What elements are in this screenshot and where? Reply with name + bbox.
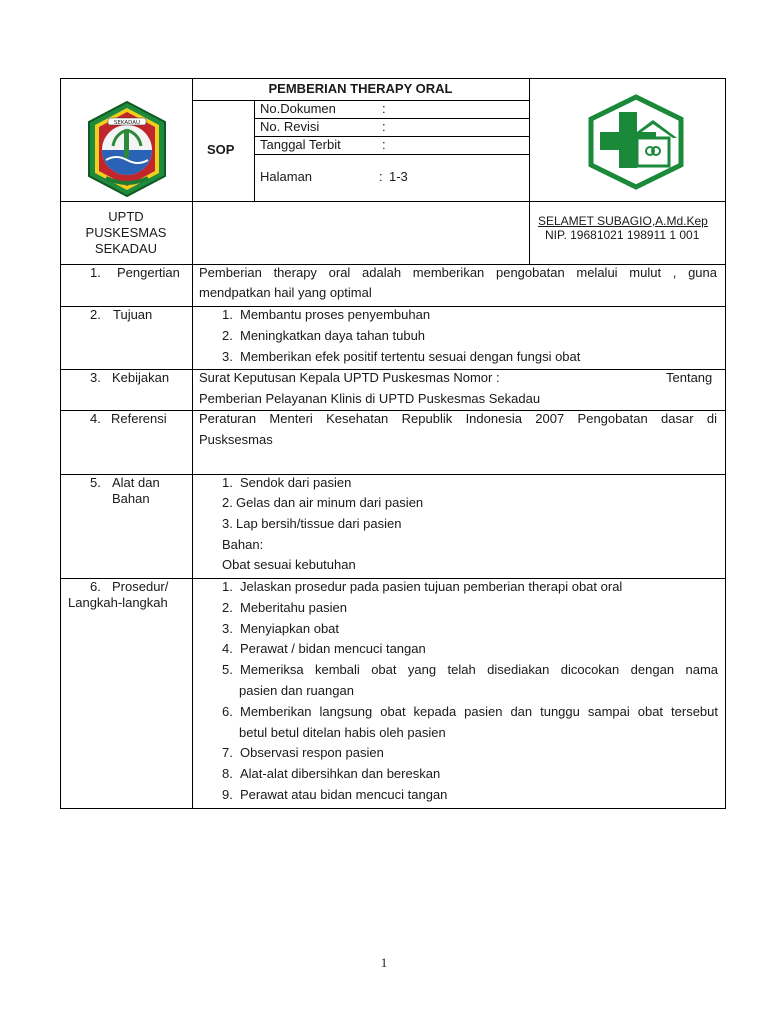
list-item: 5. Memeriksa kembali obat yang telah disediakan dicocokan dengan nama — [222, 662, 718, 677]
section-tujuan-label: Tujuan — [113, 307, 153, 322]
list-item: 3. Memberikan efek positif tertentu sesuai dengan fungsi obat — [222, 349, 581, 364]
list-item: 8. Alat-alat dibersihkan dan bereskan — [222, 766, 441, 781]
bahan-label: Bahan: — [222, 537, 264, 552]
list-item: 7. Observasi respon pasien — [222, 745, 384, 760]
list-item-continuation: pasien dan ruangan — [239, 683, 354, 698]
referensi-line-1: Peraturan Menteri Kesehatan Republik Indonesia 2007 Pengobatan dasar di — [199, 411, 717, 426]
bahan-text: Obat sesuai kebutuhan — [222, 557, 356, 572]
section-kebijakan-label: Kebijakan — [112, 370, 170, 385]
meta-tanggal-label: Tanggal Terbit — [260, 137, 341, 152]
list-item: 9. Perawat atau bidan mencuci tangan — [222, 787, 448, 802]
section-referensi-num: 4. — [90, 411, 101, 426]
pengertian-line-2: mendpatkan hail yang optimal — [199, 285, 372, 300]
section-pengertian-num: 1. — [90, 265, 101, 280]
section-prosedur-num: 6. — [90, 579, 101, 594]
meta-halaman-value: 1-3 — [389, 169, 408, 184]
meta-no-revisi-sep: : — [382, 119, 386, 134]
meta-tanggal-sep: : — [382, 137, 386, 152]
section-prosedur-label-1: Prosedur/ — [112, 579, 169, 594]
kebijakan-line-2: Pemberian Pelayanan Klinis di UPTD Puskesmas Sekadau — [199, 391, 541, 406]
section-alat-label-1: Alat dan — [112, 475, 160, 490]
list-item: 2. Meberitahu pasien — [222, 600, 347, 615]
signer-nip: NIP. 19681021 198911 1 001 — [545, 228, 700, 242]
page-number: 1 — [380, 955, 388, 970]
list-item: 3. Lap bersih/tissue dari pasien — [222, 516, 402, 531]
meta-no-revisi-label: No. Revisi — [260, 119, 320, 134]
signer-name: SELAMET SUBAGIO,A.Md.Kep — [538, 214, 708, 228]
org-line-3: SEKADAU — [94, 241, 158, 256]
document-title: PEMBERIAN THERAPY ORAL — [268, 81, 453, 96]
section-referensi-label: Referensi — [111, 411, 167, 426]
section-alat-num: 5. — [90, 475, 101, 490]
org-line-1: UPTD — [108, 209, 144, 224]
meta-no-dokumen-label: No.Dokumen — [260, 101, 336, 116]
org-line-2: PUSKESMAS — [85, 225, 167, 240]
list-item: 2. Gelas dan air minum dari pasien — [222, 495, 424, 510]
kebijakan-line-1-right: Tentang — [666, 370, 713, 385]
pengertian-line-1: Pemberian therapy oral adalah memberikan pengobatan melalui mulut , guna — [199, 265, 717, 280]
section-pengertian-label: Pengertian — [117, 265, 180, 280]
regency-crest-icon — [86, 100, 168, 198]
logo-ribbon-text: SEKADAU — [113, 120, 141, 126]
meta-halaman-label: Halaman — [260, 169, 313, 184]
referensi-line-2: Pusksesmas — [199, 432, 273, 447]
list-item: 1. Membantu proses penyembuhan — [222, 307, 431, 322]
kebijakan-line-1: Surat Keputusan Kepala UPTD Puskesmas Nomor : — [199, 370, 500, 385]
list-item-continuation: betul betul ditelan habis oleh pasien — [239, 725, 446, 740]
list-item: 6. Memberikan langsung obat kepada pasien dan tunggu sampai obat tersebut — [222, 704, 718, 719]
org-name — [60, 209, 192, 257]
sop-label: SOP — [207, 142, 235, 157]
section-alat-label-2: Bahan — [112, 491, 150, 506]
section-tujuan-num: 2. — [90, 307, 101, 322]
section-kebijakan-num: 3. — [90, 370, 101, 385]
list-item: 2. Meningkatkan daya tahan tubuh — [222, 328, 426, 343]
section-prosedur-label-2: Langkah-langkah — [68, 595, 168, 610]
meta-halaman-sep: : — [379, 169, 383, 184]
puskesmas-cross-house-icon — [587, 94, 685, 190]
list-item: 3. Menyiapkan obat — [222, 621, 340, 636]
list-item: 4. Perawat / bidan mencuci tangan — [222, 641, 426, 656]
meta-no-dokumen-sep: : — [382, 101, 386, 116]
list-item: 1. Sendok dari pasien — [222, 475, 352, 490]
list-item: 1. Jelaskan prosedur pada pasien tujuan pemberian therapi obat oral — [222, 579, 623, 594]
